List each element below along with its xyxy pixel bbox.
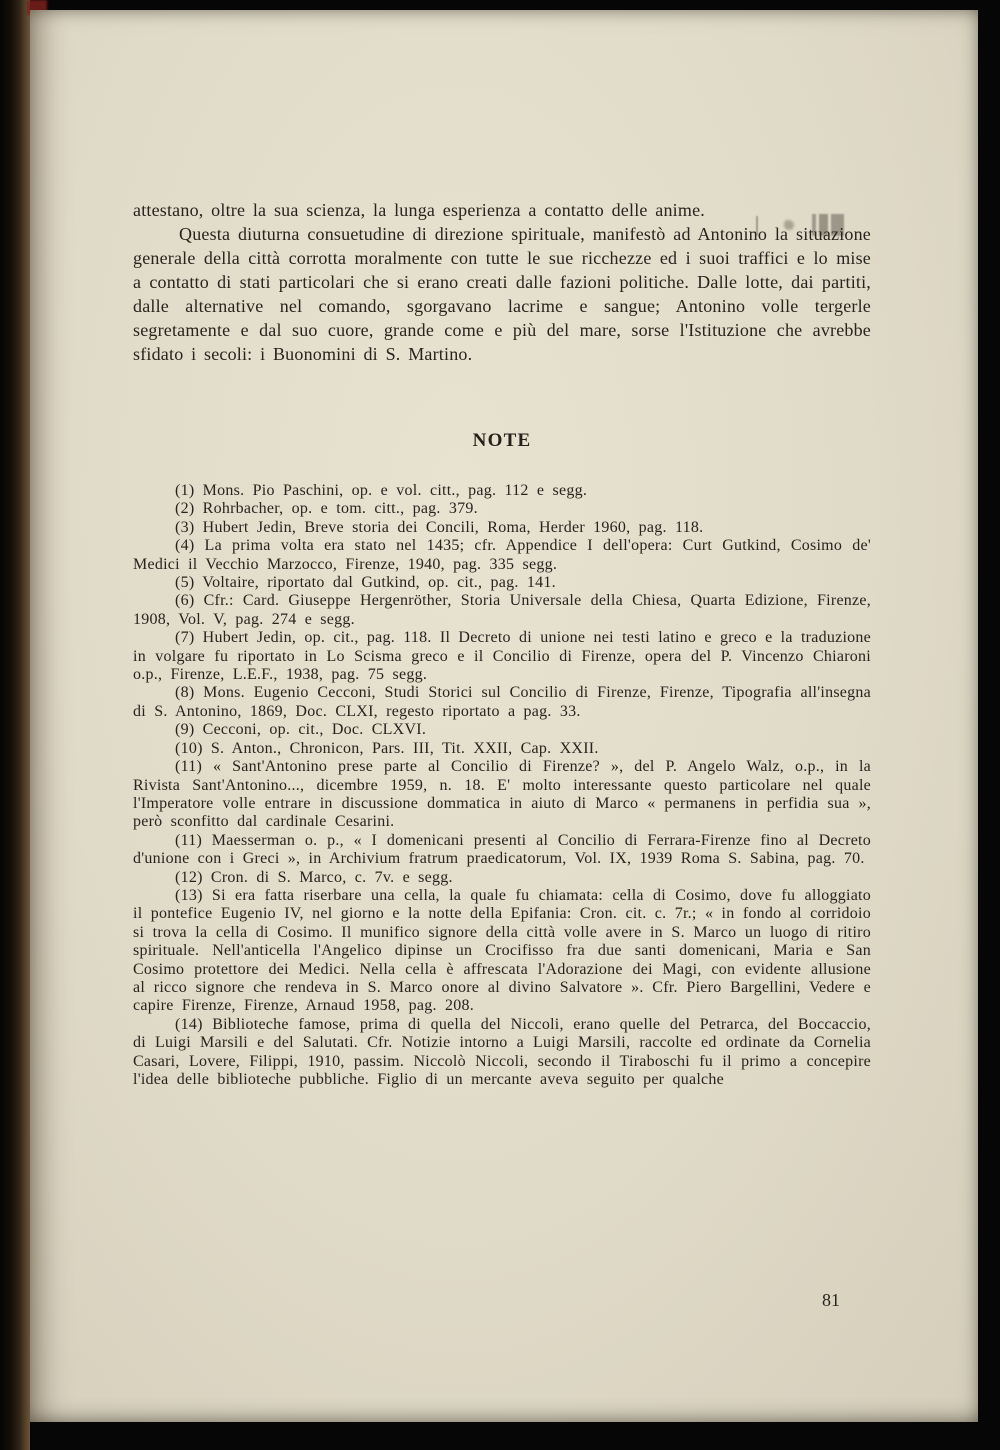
notes-list [133,482,871,1089]
note-item: (1) Mons. Pio Paschini, op. e vol. citt., pag. 112 e segg. [175,482,588,499]
note-item: (9) Cecconi, op. cit., Doc. CLXVI. [175,721,427,739]
note-item: (11) Maesserman o. p., « I domenicani presenti al Concilio di Ferrara-Firenze fino al Decreto d'unione con i Greci », in Archivium fratrum praedicatorum, Vol. IX, 1939 Roma S. Sabina, pag. 70. [133,831,871,868]
body-paragraph: attestano, oltre la sua scienza, la lunga esperienza a contatto delle anime. [133,200,705,220]
note-item: (14) Biblioteche famose, prima di quella del Niccoli, erano quelle del Petrarca, del Boccaccio, di Luigi Marsili e del Salutati. Cfr. Notizie intorno a Luigi Marsili, raccolte ed ordinate da Cornelia Casari, Lovere, Filippi, 1910, passim. Niccolò Niccoli, secondo il Tiraboschi fu il primo a concepire l'idea delle biblioteche pubbliche. Figlio di un mercante aveva seguito per qualche [133,1015,871,1088]
page-content [133,198,871,1089]
book-spine-edge [0,0,30,1450]
note-item: (6) Cfr.: Card. Giuseppe Hergenröther, Storia Universale della Chiesa, Quarta Edizione, Firenze, 1908, Vol. V, pag. 274 e segg. [133,592,871,628]
note-item: (4) La prima volta era stato nel 1435; cfr. Appendice I dell'opera: Curt Gutkind, Cosimo de' Medici il Vecchio Marzocco, Firenze, 1940, pag. 335 segg. [133,537,871,573]
note-item: (8) Mons. Eugenio Cecconi, Studi Storici sul Concilio di Firenze, Firenze, Tipografia all'insegna di S. Antonino, 1869, Doc. CLXI, regesto riportato a pag. 33. [133,684,871,720]
note-item: (12) Cron. di S. Marco, c. 7v. e segg. [175,868,453,886]
note-item: (7) Hubert Jedin, op. cit., pag. 118. Il Decreto di unione nei testi latino e greco e la traduzione in volgare fu riportato in Lo Scisma greco e il Concilio di Firenze, opera del P. Vincenzo Chiaroni o.p., Firenze, L.E.F., 1938, pag. 75 segg. [133,629,871,684]
note-item: (3) Hubert Jedin, Breve storia dei Concili, Roma, Herder 1960, pag. 118. [175,518,704,536]
notes-heading: NOTE [472,430,532,451]
page-number: 81 [822,1290,840,1310]
note-item: (11) « Sant'Antonino prese parte al Concilio di Firenze? », del P. Angelo Walz, o.p., in la Rivista Sant'Antonino..., dicembre 1959, n. 18. E' molto interessante questo particolare nel quale l'Imperatore volle entrare in discussione dommatica in aiuto di Marco « permanens in perfidia sua », però sconfitto dal cardinale Cesarini. [133,758,871,831]
book-page [30,10,978,1422]
body-paragraph: Questa diuturna consuetudine di direzione spirituale, manifestò ad Antonino la situazione generale della città corrotta moralmente con tutte le sue ricchezze ed i suoi traffici e lo mise a contatto di stati particolari che si erano creati dalle fazioni politiche. Dalle lotte, dai partiti, dalle alternative nel comando, sgorgavano lacrime e sangue; Antonino volle tergerle segretamente e dal suo cuore, grande come e più del mare, sorse l'Istituzione che avrebbe sfidato i secoli: i Buonomini di S. Martino. [133,224,871,364]
note-item: (13) Si era fatta riserbare una cella, la quale fu chiamata: cella di Cosimo, dove fu alloggiato il pontefice Eugenio IV, nel giorno e la notte della Epifania: Cron. cit. c. 7r.; « in fondo al corridoio si trova la cella di Cosimo. Il munifico signore della città volle avere in S. Marco un luogo di ritiro spirituale. Nell'anticella l'Angelico dipinse un Crocifisso fra due santi domenicani, Maria e San Cosimo protettore dei Medici. Nella cella è affrescata l'Adorazione dei Magi, con evidente allusione al ricco signore che rendeva in S. Marco onore al divino Salvatore ». Cfr. Piero Bargellini, Vedere e capire Firenze, Firenze, Arnaud 1958, pag. 208. [133,886,871,1015]
note-item: (2) Rohrbacher, op. e tom. citt., pag. 379. [175,500,478,518]
note-item: (10) S. Anton., Chronicon, Pars. III, Tit. XXII, Cap. XXII. [175,739,599,757]
note-item: (5) Voltaire, riportato dal Gutkind, op. cit., pag. 141. [175,574,556,592]
